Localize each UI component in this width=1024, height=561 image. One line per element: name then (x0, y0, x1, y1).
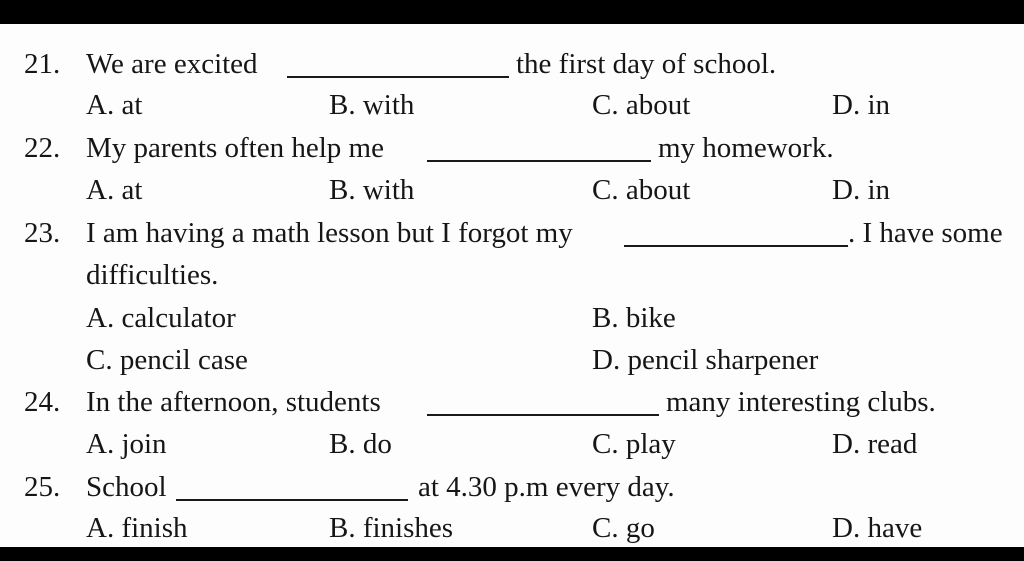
question-23-option-d: D. pencil sharpener (592, 344, 819, 376)
question-23-stem (0, 215, 1024, 251)
question-23-text-before: I am having a math lesson but I forgot my (86, 217, 573, 249)
question-22-options (0, 172, 1024, 208)
question-23-option-a: A. calculator (86, 302, 236, 334)
question-25-option-a: A. finish (86, 512, 188, 544)
question-21-stem (0, 46, 1024, 82)
question-22-option-c: C. about (592, 174, 691, 206)
question-25-options (0, 510, 1024, 546)
question-23-number: 23. (24, 217, 61, 249)
question-24-blank (427, 414, 659, 416)
question-22-number: 22. (24, 132, 61, 164)
question-21-option-c: C. about (592, 89, 691, 121)
question-23-text-continued: difficulties. (86, 259, 219, 291)
question-21-number: 21. (24, 48, 61, 80)
question-21-option-d: D. in (832, 89, 890, 121)
question-21-options (0, 87, 1024, 123)
question-24-options (0, 426, 1024, 462)
question-23-options-row-2 (0, 342, 1024, 378)
question-24-option-b: B. do (329, 428, 392, 460)
question-25-blank (176, 499, 408, 501)
question-25-number: 25. (24, 471, 61, 503)
question-22-text-before: My parents often help me (86, 132, 384, 164)
question-25-option-d: D. have (832, 512, 923, 544)
question-21-text-before: We are excited (86, 48, 258, 80)
question-24-text-before: In the afternoon, students (86, 386, 381, 418)
question-21-blank (287, 76, 509, 78)
question-25-option-b: B. finishes (329, 512, 454, 544)
question-23-option-b: B. bike (592, 302, 676, 334)
question-24-option-d: D. read (832, 428, 918, 460)
question-22-option-d: D. in (832, 174, 890, 206)
question-25-option-c: C. go (592, 512, 655, 544)
question-22-stem (0, 130, 1024, 166)
question-24-text-after: many interesting clubs. (666, 386, 936, 418)
question-23-blank (624, 245, 848, 247)
question-25-text-after: at 4.30 p.m every day. (418, 471, 675, 503)
question-22-option-b: B. with (329, 174, 415, 206)
question-21-option-a: A. at (86, 89, 143, 121)
question-24-option-a: A. join (86, 428, 167, 460)
question-22-text-after: my homework. (658, 132, 834, 164)
question-23-stem-continued (0, 257, 1024, 293)
question-25-stem (0, 469, 1024, 505)
question-22-option-a: A. at (86, 174, 143, 206)
question-24-number: 24. (24, 386, 61, 418)
question-24-option-c: C. play (592, 428, 676, 460)
question-23-options-row-1 (0, 300, 1024, 336)
question-25-text-before: School (86, 471, 167, 503)
worksheet-page (0, 24, 1024, 547)
question-21-text-after: the first day of school. (516, 48, 777, 80)
question-23-text-after: . I have some (848, 217, 1003, 249)
question-23-option-c: C. pencil case (86, 344, 248, 376)
question-22-blank (427, 160, 651, 162)
question-21-option-b: B. with (329, 89, 415, 121)
question-24-stem (0, 384, 1024, 420)
